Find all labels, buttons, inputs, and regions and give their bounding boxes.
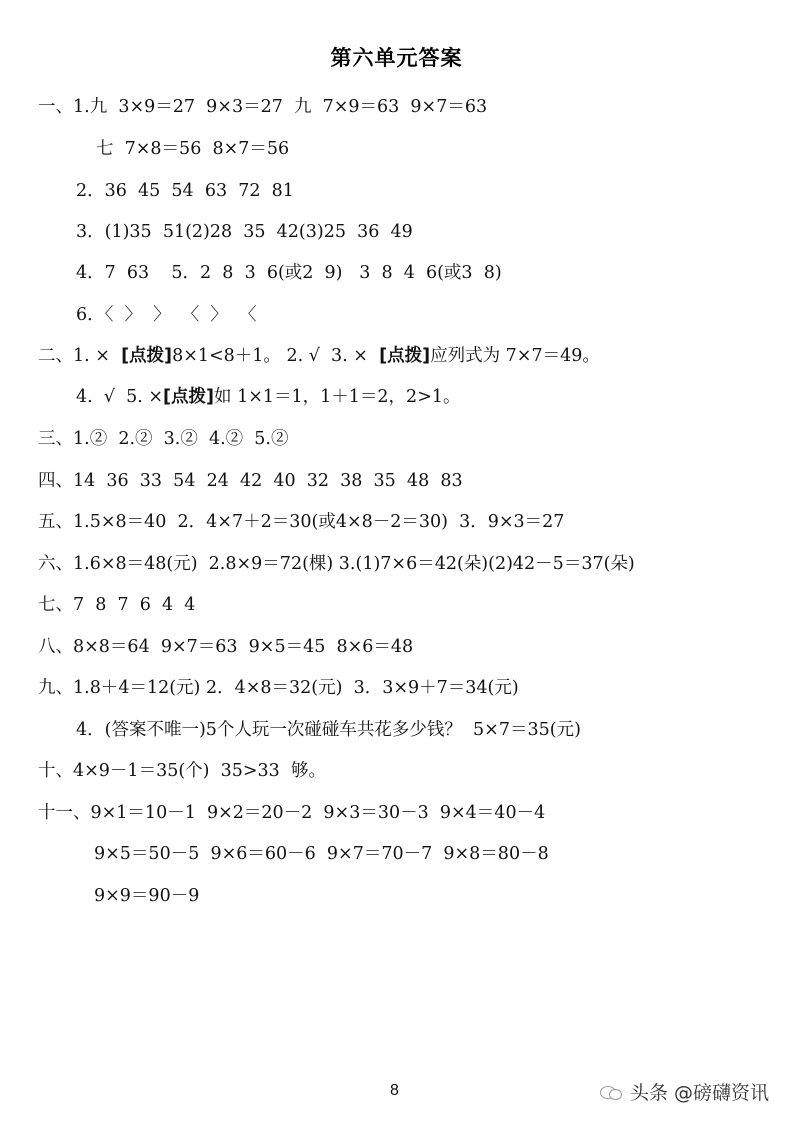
hint-label: [点拨] (379, 346, 431, 366)
hint-label: [点拨] (163, 387, 215, 407)
answer-line: 九、1.8＋4＝12(元) 2．4×8＝32(元) 3．3×9＋7＝34(元) (38, 678, 519, 698)
answer-line: 三、1.② 2.② 3.② 4.② 5.② (38, 429, 289, 449)
answer-line: 4．7 63 5．2 8 3 6(或2 9) 3 8 4 6(或3 8) (76, 263, 502, 283)
answer-line: 二、1. × [点拨]8×1<8＋1。 2. √ 3. × [点拨]应列式为 7×7＝49。 (38, 346, 600, 366)
watermark-text: 头条 @磅礴资讯 (630, 1082, 770, 1104)
answer-line: 十一、9×1＝10－1 9×2＝20－2 9×3＝30－3 9×4＝40－4 (38, 803, 546, 823)
page-number: 8 (390, 1082, 399, 1099)
answer-line: 六、1.6×8＝48(元) 2.8×9＝72(棵) 3.(1)7×6＝42(朵)(2)42－5＝37(朵) (38, 554, 635, 574)
answer-line: 五、1.5×8＝40 2．4×7＋2＝30(或4×8－2＝30) 3．9×3＝27 (38, 512, 565, 532)
answer-line: 3．(1)35 51(2)28 35 42(3)25 36 49 (76, 222, 413, 242)
answer-line: 4. √ 5. ×[点拨]如 1×1＝1，1＋1＝2，2>1。 (76, 387, 461, 407)
answer-line: 4．(答案不唯一)5个人玩一次碰碰车共花多少钱？ 5×7＝35(元) (76, 720, 581, 740)
answer-line: 一、1.九 3×9＝27 9×3＝27 九 7×9＝63 9×7＝63 (38, 97, 488, 117)
answer-line: 七 7×8＝56 8×7＝56 (96, 139, 290, 159)
answer-line: 十、4×9－1＝35(个) 35>33 够。 (38, 761, 326, 781)
answer-line: 6．〈 〉 〉 〈 〉 〈 (76, 305, 257, 325)
answer-line: 9×5＝50－5 9×6＝60－6 9×7＝70－7 9×8＝80－8 (94, 844, 549, 864)
hint-label: [点拨] (121, 346, 173, 366)
answer-line: 9×9＝90－9 (94, 886, 200, 906)
answer-line: 七、7 8 7 6 4 4 (38, 595, 196, 615)
watermark (600, 1078, 769, 1105)
answer-line: 四、14 36 33 54 24 42 40 32 38 35 48 83 (38, 471, 463, 491)
page-title: 第六单元答案 (330, 46, 463, 70)
answer-line: 2．36 45 54 63 72 81 (76, 181, 294, 201)
wechat-icon (600, 1084, 624, 1100)
answer-line: 八、8×8＝64 9×7＝63 9×5＝45 8×6＝48 (38, 637, 414, 657)
